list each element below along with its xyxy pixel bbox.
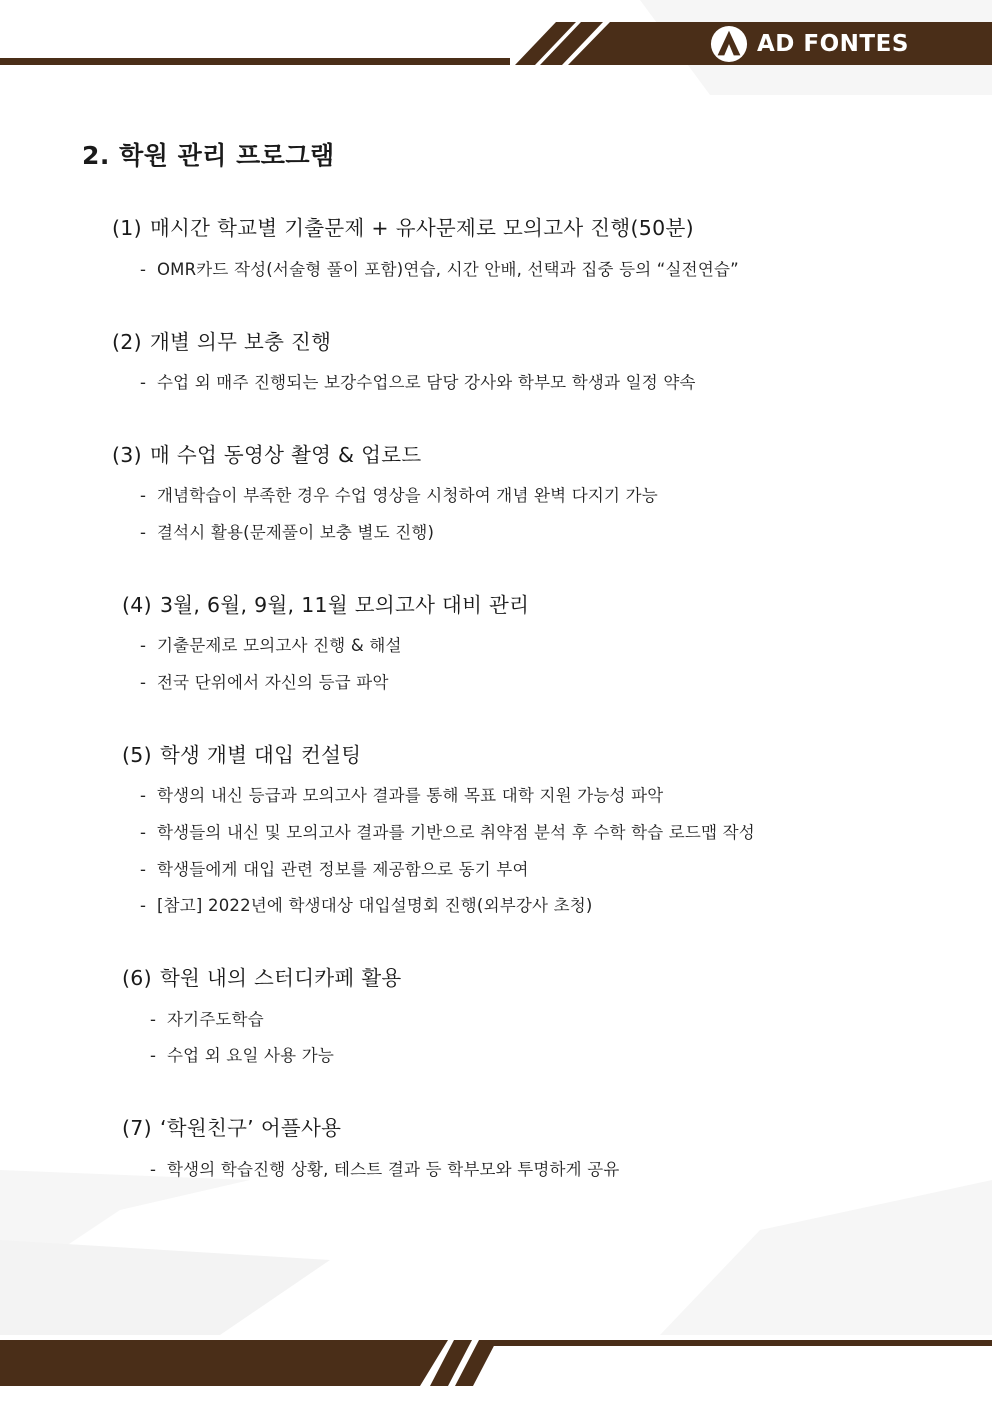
section-2-number: (2) (112, 330, 142, 354)
section-6-item-2: - 수업 외 요일 사용 가능 (150, 1046, 335, 1065)
section-2-item-1: - 수업 외 매주 진행되는 보강수업으로 담당 강사와 학부모 학생과 일정 약속 (140, 373, 696, 392)
section-7-heading (122, 1111, 341, 1141)
section-4-item-1: - 기출문제로 모의고사 진행 & 해설 (140, 636, 402, 655)
section-7-title: ‘학원친구’ 어플사용 (159, 1116, 342, 1140)
brand-name: AD FONTES (757, 31, 909, 57)
section-6-number: (6) (122, 966, 152, 990)
section-5-item-1: - 학생의 내신 등급과 모의고사 결과를 통해 목표 대학 지원 가능성 파악 (140, 786, 664, 805)
section-5-heading (122, 738, 361, 768)
section-3-item-1: - 개념학습이 부족한 경우 수업 영상을 시청하여 개념 완벽 다지기 가능 (140, 486, 658, 505)
section-5-item-3: - 학생들에게 대입 관련 정보를 제공함으로 동기 부여 (140, 860, 529, 879)
section-4-number: (4) (122, 593, 152, 617)
section-5-item-4: - [참고] 2022년에 학생대상 대입설명회 진행(외부강사 초청) (140, 896, 593, 915)
section-2-heading (112, 325, 331, 355)
section-6-title: 학원 내의 스터디카페 활용 (159, 966, 402, 990)
section-3-item-2: - 결석시 활용(문제풀이 보충 별도 진행) (140, 523, 435, 542)
section-3-number: (3) (112, 443, 142, 467)
section-4-heading (122, 588, 529, 618)
section-5-item-2: - 학생들의 내신 및 모의고사 결과를 기반으로 취약점 분석 후 수학 학습 로드맵 작성 (140, 823, 755, 842)
section-1-heading (112, 211, 694, 241)
section-2-title: 개별 의무 보충 진행 (149, 330, 332, 354)
section-3-title: 매 수업 동영상 촬영 & 업로드 (149, 443, 422, 467)
section-3-heading (112, 438, 421, 468)
section-1-title: 매시간 학교별 기출문제 + 유사문제로 모의고사 진행(50분) (149, 216, 694, 240)
section-7-item-1: - 학생의 학습진행 상황, 테스트 결과 등 학부모와 투명하게 공유 (150, 1160, 620, 1179)
section-4-item-2: - 전국 단위에서 자신의 등급 파악 (140, 673, 389, 692)
section-5-number: (5) (122, 743, 152, 767)
section-6-heading (122, 961, 402, 991)
section-6-item-1: - 자기주도학습 (150, 1010, 264, 1029)
section-1-item-1: - OMR카드 작성(서술형 풀이 포함)연습, 시간 안배, 선택과 집중 등의 “실전연습” (140, 260, 739, 279)
section-4-title: 3월, 6월, 9월, 11월 모의고사 대비 관리 (159, 593, 530, 617)
section-1-number: (1) (112, 216, 142, 240)
section-5-title: 학생 개별 대입 컨설팅 (159, 743, 362, 767)
page-title: 2. 학원 관리 프로그램 (82, 141, 335, 170)
section-7-number: (7) (122, 1116, 152, 1140)
